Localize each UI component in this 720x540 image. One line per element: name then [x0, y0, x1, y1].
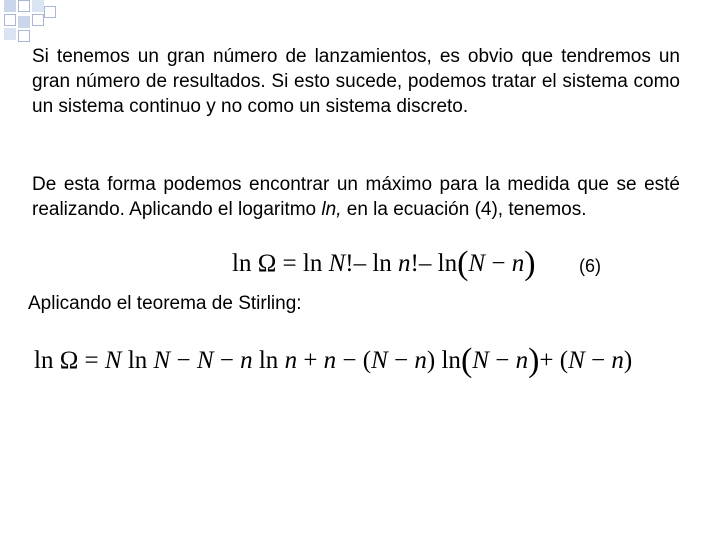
equation-number: (6) — [579, 256, 601, 276]
paragraph-logarithm-text: De esta forma podemos encontrar un máximo para la medida que se esté realizando. Aplicando el logaritmo — [32, 174, 680, 220]
equation-stirling: ln Ω = N ln N − N − n ln n + n − (N − n) ln(N − n)+ (N − n) — [34, 342, 633, 379]
ln-italic: ln, — [321, 199, 342, 220]
corner-decoration — [0, 0, 60, 44]
equation-6: ln Ω = ln N!– ln n!– ln(N − n) — [232, 245, 536, 282]
paragraph-logarithm — [32, 172, 680, 222]
paragraph-logarithm-text-end: en la ecuación (4), tenemos. — [341, 199, 587, 220]
paragraph-continuous-system: Si tenemos un gran número de lanzamientos, es obvio que tendremos un gran número de resultados. Si esto sucede, podemos tratar el sistema como un sistema continuo y no como un sistema discreto. — [32, 46, 680, 117]
stirling-heading: Aplicando el teorema de Stirling: — [28, 293, 302, 314]
